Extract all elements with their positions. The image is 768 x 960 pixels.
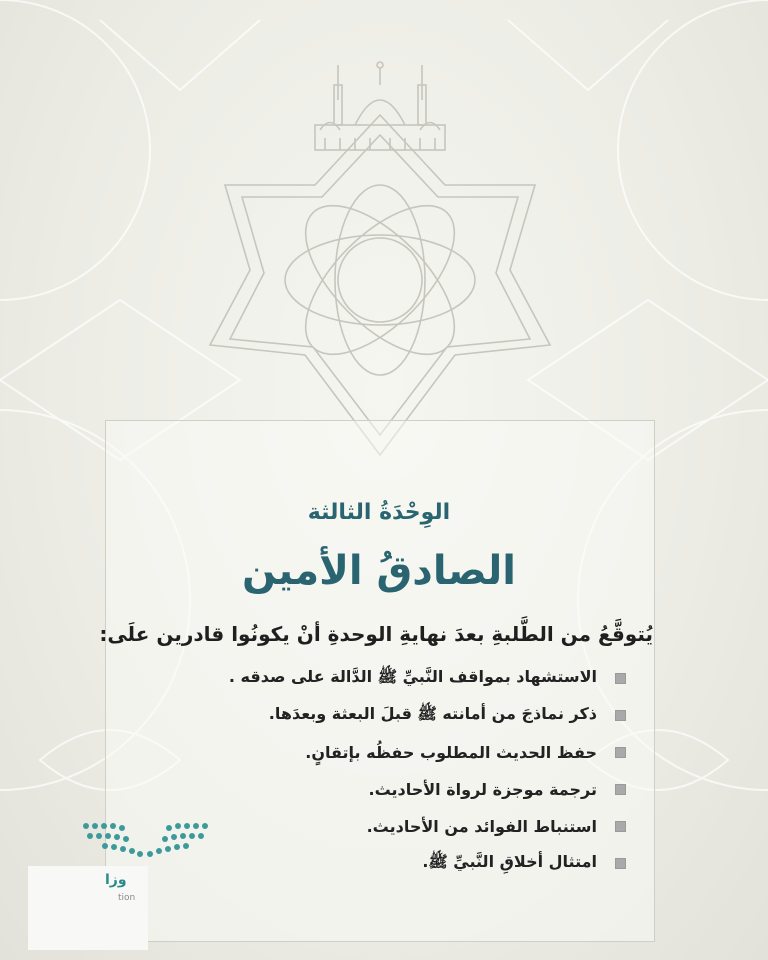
star-outline [210,115,550,455]
list-item [156,734,626,771]
list-item [156,697,626,734]
list-item [156,808,626,845]
unit-label: الوِحْدَةُ الثالثة [307,500,451,525]
square-bullet-icon [615,710,626,721]
list-item [156,771,626,808]
list-item [156,845,626,882]
square-bullet-icon [615,821,626,832]
square-bullet-icon [615,784,626,795]
objective-text: حفظ الحديث المطلوب حفظُه بإتقانٍ. [305,743,597,762]
ministry-logo-text: وزا [105,872,127,888]
objective-text: ذكر نماذجَ من أمانته ﷺ قبلَ البعثة وبعدَها. [268,704,597,723]
mosque-icon [315,62,445,150]
square-bullet-icon [615,747,626,758]
mosque-star-ornament [200,55,560,475]
ministry-logo-subtext: tion [118,893,136,903]
objectives-list [156,660,626,882]
unit-title: الصادقُ الأمين [242,548,516,594]
white-overlay-box [28,866,148,950]
ministry-logo-icon [80,818,210,863]
objective-text: ترجمة موجزة لرواة الأحاديث. [368,780,597,799]
objective-text: الاستشهاد بمواقف النَّبيِّ ﷺ الدَّالة على صدقه . [228,667,597,686]
objectives-intro: يُتوقَّعُ من الطَّلبةِ بعدَ نهايةِ الوحدةِ أنْ يكونُوا قادرين علَى: [99,622,653,646]
square-bullet-icon [615,858,626,869]
list-item [156,660,626,697]
objective-text: امتثال أخلاقِ النَّبيِّ ﷺ. [422,852,597,871]
objective-text: استنباط الفوائد من الأحاديث. [366,817,597,836]
rosette [281,181,479,379]
square-bullet-icon [615,673,626,684]
